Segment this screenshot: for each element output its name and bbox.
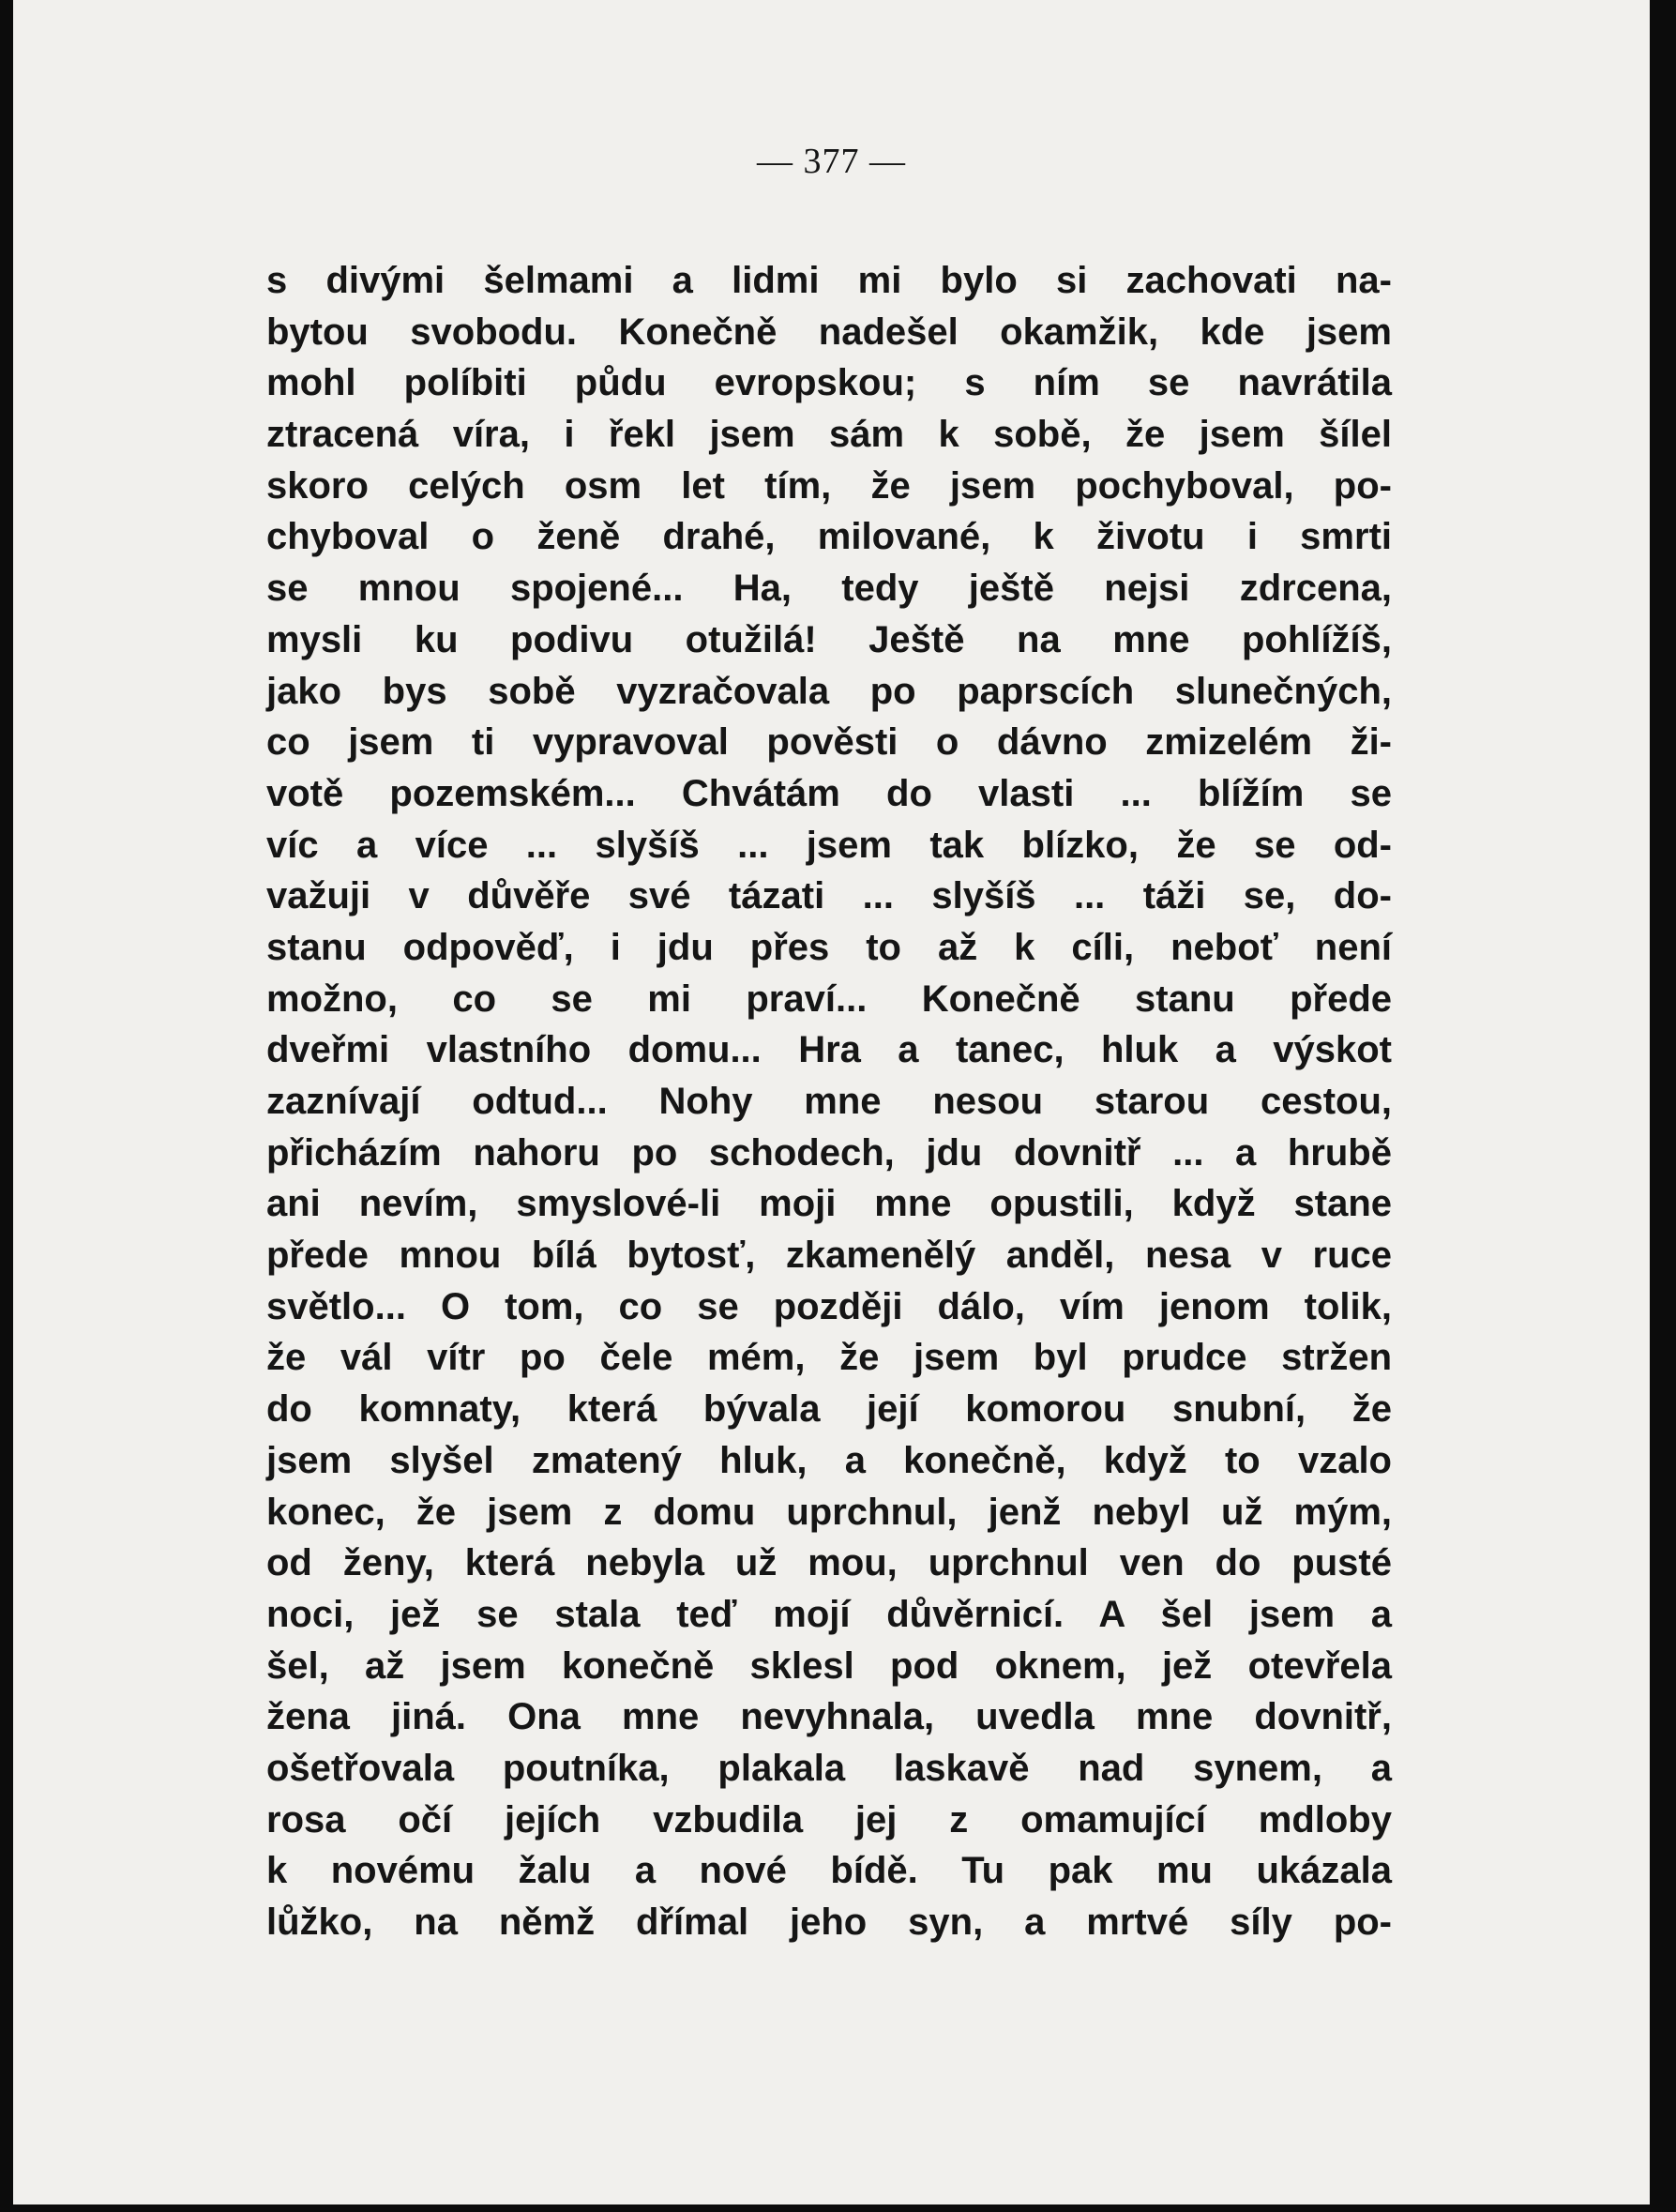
text-line: možno, co se mi praví... Konečně stanu přede (266, 977, 1392, 1020)
text-line: rosa očí jejích vzbudila jej z omamující mdloby (266, 1798, 1392, 1841)
text-line: zaznívají odtud... Nohy mne nesou starou cestou, (266, 1081, 1392, 1122)
text-line: od ženy, která nebyla už mou, uprchnul ven do pusté (266, 1542, 1392, 1584)
text-line: mysli ku podivu otužilá! Ještě na mne pohlížíš, (266, 618, 1392, 660)
text-line: dveřmi vlastního domu... Hra a tanec, hluk a výskot (266, 1029, 1392, 1071)
text-line: k novému žalu a nové bídě. Tu pak mu ukázala (266, 1850, 1392, 1892)
text-line: noci, jež se stala teď mojí důvěrnicí. A šel jsem a (266, 1593, 1392, 1635)
text-line: lůžko, na němž dřímal jeho syn, a mrtvé síly po- (266, 1901, 1392, 1943)
text-line: co jsem ti vypravoval pověsti o dávno zmizelém ži- (266, 721, 1392, 764)
text-line: šel, až jsem konečně sklesl pod oknem, jež otevřela (266, 1644, 1392, 1687)
text-line: ošetřovala poutníka, plakala laskavě nad synem, a (266, 1747, 1392, 1789)
text-line: světlo... O tom, co se později dálo, vím jenom tolik, (266, 1285, 1392, 1327)
text-line: konec, že jsem z domu uprchnul, jenž nebyl už mým, (266, 1491, 1392, 1533)
text-line: ani nevím, smyslové-li moji mne opustili, když stane (266, 1183, 1392, 1225)
text-line: skoro celých osm let tím, že jsem pochyboval, po- (266, 464, 1392, 507)
text-line: važuji v důvěře své tázati ... slyšíš ... táži se, do- (266, 875, 1392, 917)
page-number: — 377 — (757, 142, 906, 181)
text-line: chyboval o ženě drahé, milované, k životu i smrti (266, 516, 1392, 558)
text-line: do komnaty, která bývala její komorou snubní, že (266, 1388, 1392, 1431)
text-line: mohl políbiti půdu evropskou; s ním se navrátila (266, 362, 1392, 404)
text-line: přede mnou bílá bytosť, zkamenělý anděl, nesa v ruce (266, 1235, 1392, 1277)
text-line: ztracená víra, i řekl jsem sám k sobě, že jsem šílel (266, 414, 1392, 456)
text-line: votě pozemském... Chvátám do vlasti ... blížím se (266, 772, 1392, 814)
text-line: se mnou spojené... Ha, tedy ještě nejsi zdrcena, (266, 568, 1392, 610)
book-page (13, 0, 1650, 2204)
text-line: přicházím nahoru po schodech, jdu dovnitř ... a hrubě (266, 1131, 1392, 1174)
text-line: jako bys sobě vyzračovala po paprscích slunečných, (266, 670, 1392, 712)
text-line: že vál vítr po čele mém, že jsem byl prudce stržen (266, 1337, 1392, 1379)
text-line: s divými šelmami a lidmi mi bylo si zachovati na- (266, 260, 1392, 301)
text-line: jsem slyšel zmatený hluk, a konečně, když to vzalo (266, 1439, 1392, 1481)
text-line: stanu odpověď, i jdu přes to až k cíli, neboť není (266, 926, 1392, 968)
text-line: víc a více ... slyšíš ... jsem tak blízko, že se od- (266, 824, 1392, 866)
text-line: žena jiná. Ona mne nevyhnala, uvedla mne dovnitř, (266, 1696, 1392, 1738)
body-text (266, 255, 1392, 1948)
text-line: bytou svobodu. Konečně nadešel okamžik, kde jsem (266, 311, 1392, 353)
